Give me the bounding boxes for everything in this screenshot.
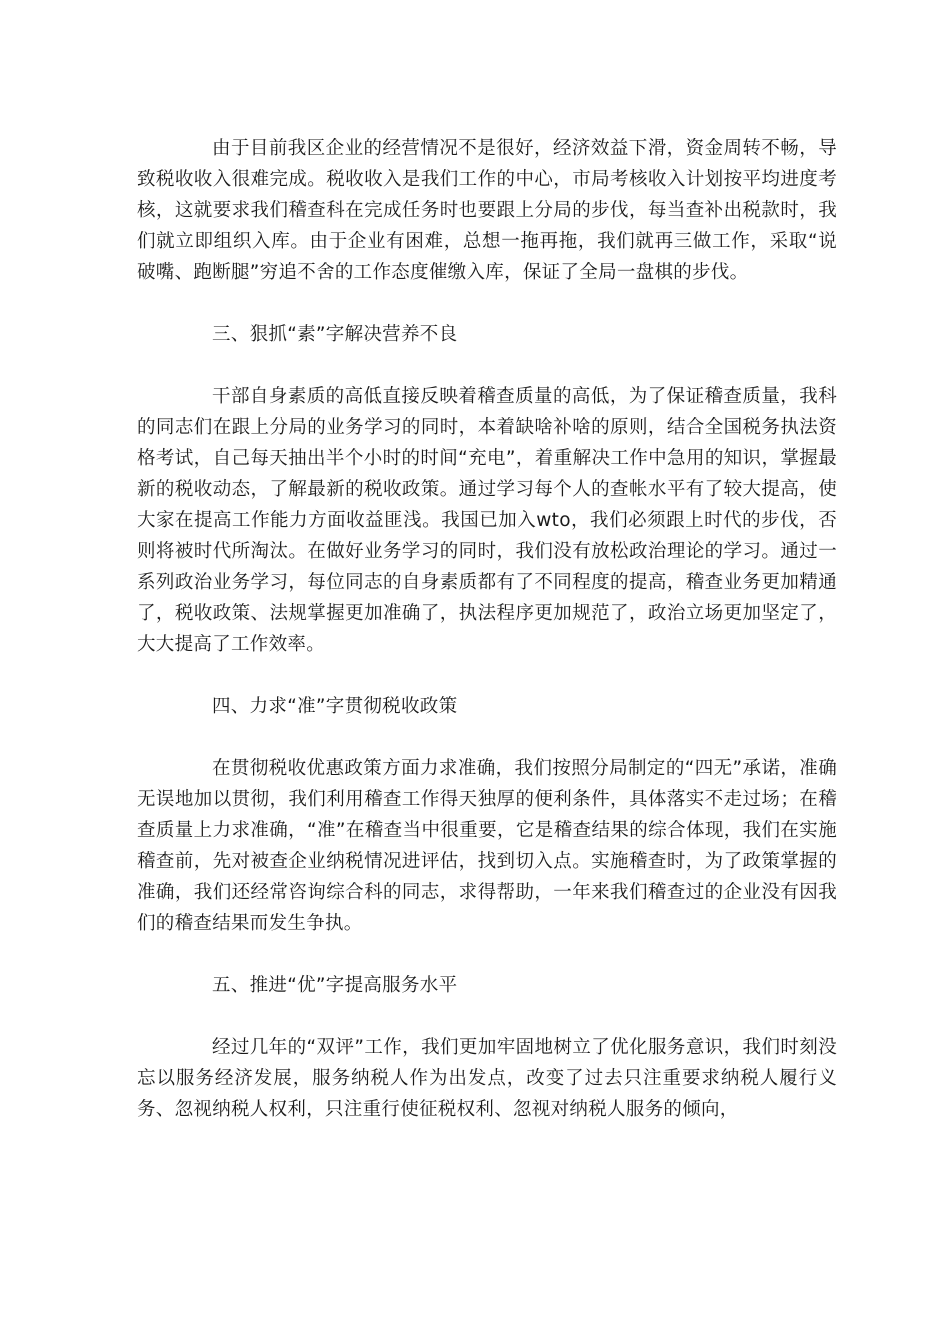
paragraph-spacer (137, 1001, 837, 1032)
paragraph-spacer (137, 939, 837, 970)
body-paragraph: 在贯彻税收优惠政策方面力求准确，我们按照分局制定的“四无”承诺，准确无误地加以贯彻，我们利用稽查工作得天独厚的便利条件，具体落实不走过场；在稽查质量上力求准确，“准”在稽查当中很重要，它是稽查结果的综合体现，我们在实施稽查前，先对被查企业纳税情况进评估，找到切入点。实施稽查时，为了政策掌握的准确，我们还经常咨询综合科的同志，求得帮助，一年来我们稽查过的企业没有因我们的稽查结果而发生争执。 (137, 758, 837, 934)
body-paragraph: 由于目前我区企业的经营情况不是很好，经济效益下滑，资金周转不畅，导致税收收入很难完成。税收收入是我们工作的中心，市局考核收入计划按平均进度考核，这就要求我们稽查科在完成任务时也要跟上分局的步伐，每当查补出税款时，我们就立即组织入库。由于企业有困难，总想一拖再拖，我们就再三做工作，采取“说破嘴、跑断腿”穷追不舍的工作态度催缴入库，保证了全局一盘棋的步伐。 (137, 138, 837, 283)
section-heading: 三、狠抓“素”字解决营养不良 (212, 324, 458, 345)
paragraph-spacer (137, 660, 837, 691)
paragraph-spacer (137, 350, 837, 381)
body-paragraph: 经过几年的“双评”工作，我们更加牢固地树立了优化服务意识，我们时刻没忘以服务经济发展，服务纳税人作为出发点，改变了过去只注重要求纳税人履行义务、忽视纳税人权利，只注重行使征税权利、忽视对纳税人服务的倾向， (137, 1037, 837, 1120)
section-heading: 四、力求“准”字贯彻税收政策 (212, 696, 458, 717)
paragraph-spacer (137, 288, 837, 319)
document-body (137, 133, 837, 1125)
section-heading: 五、推进“优”字提高服务水平 (212, 975, 458, 996)
body-paragraph: 干部自身素质的高低直接反映着稽查质量的高低，为了保证稽查质量，我科的同志们在跟上分局的业务学习的同时，本着缺啥补啥的原则，结合全国税务执法资格考试，自己每天抽出半个小时的时间“充电”，着重解决工作中急用的知识，掌握最新的税收动态，了解最新的税收政策。通过学习每个人的查帐水平有了较大提高，使大家在提高工作能力方面收益匪浅。我国已加入wto，我们必须跟上时代的步伐，否则将被时代所淘汰。在做好业务学习的同时，我们没有放松政治理论的学习。通过一系列政治业务学习，每位同志的自身素质都有了不同程度的提高，稽查业务更加精通了，税收政策、法规掌握更加准确了，执法程序更加规范了，政治立场更加坚定了，大大提高了工作效率。 (137, 386, 837, 655)
paragraph-spacer (137, 722, 837, 753)
